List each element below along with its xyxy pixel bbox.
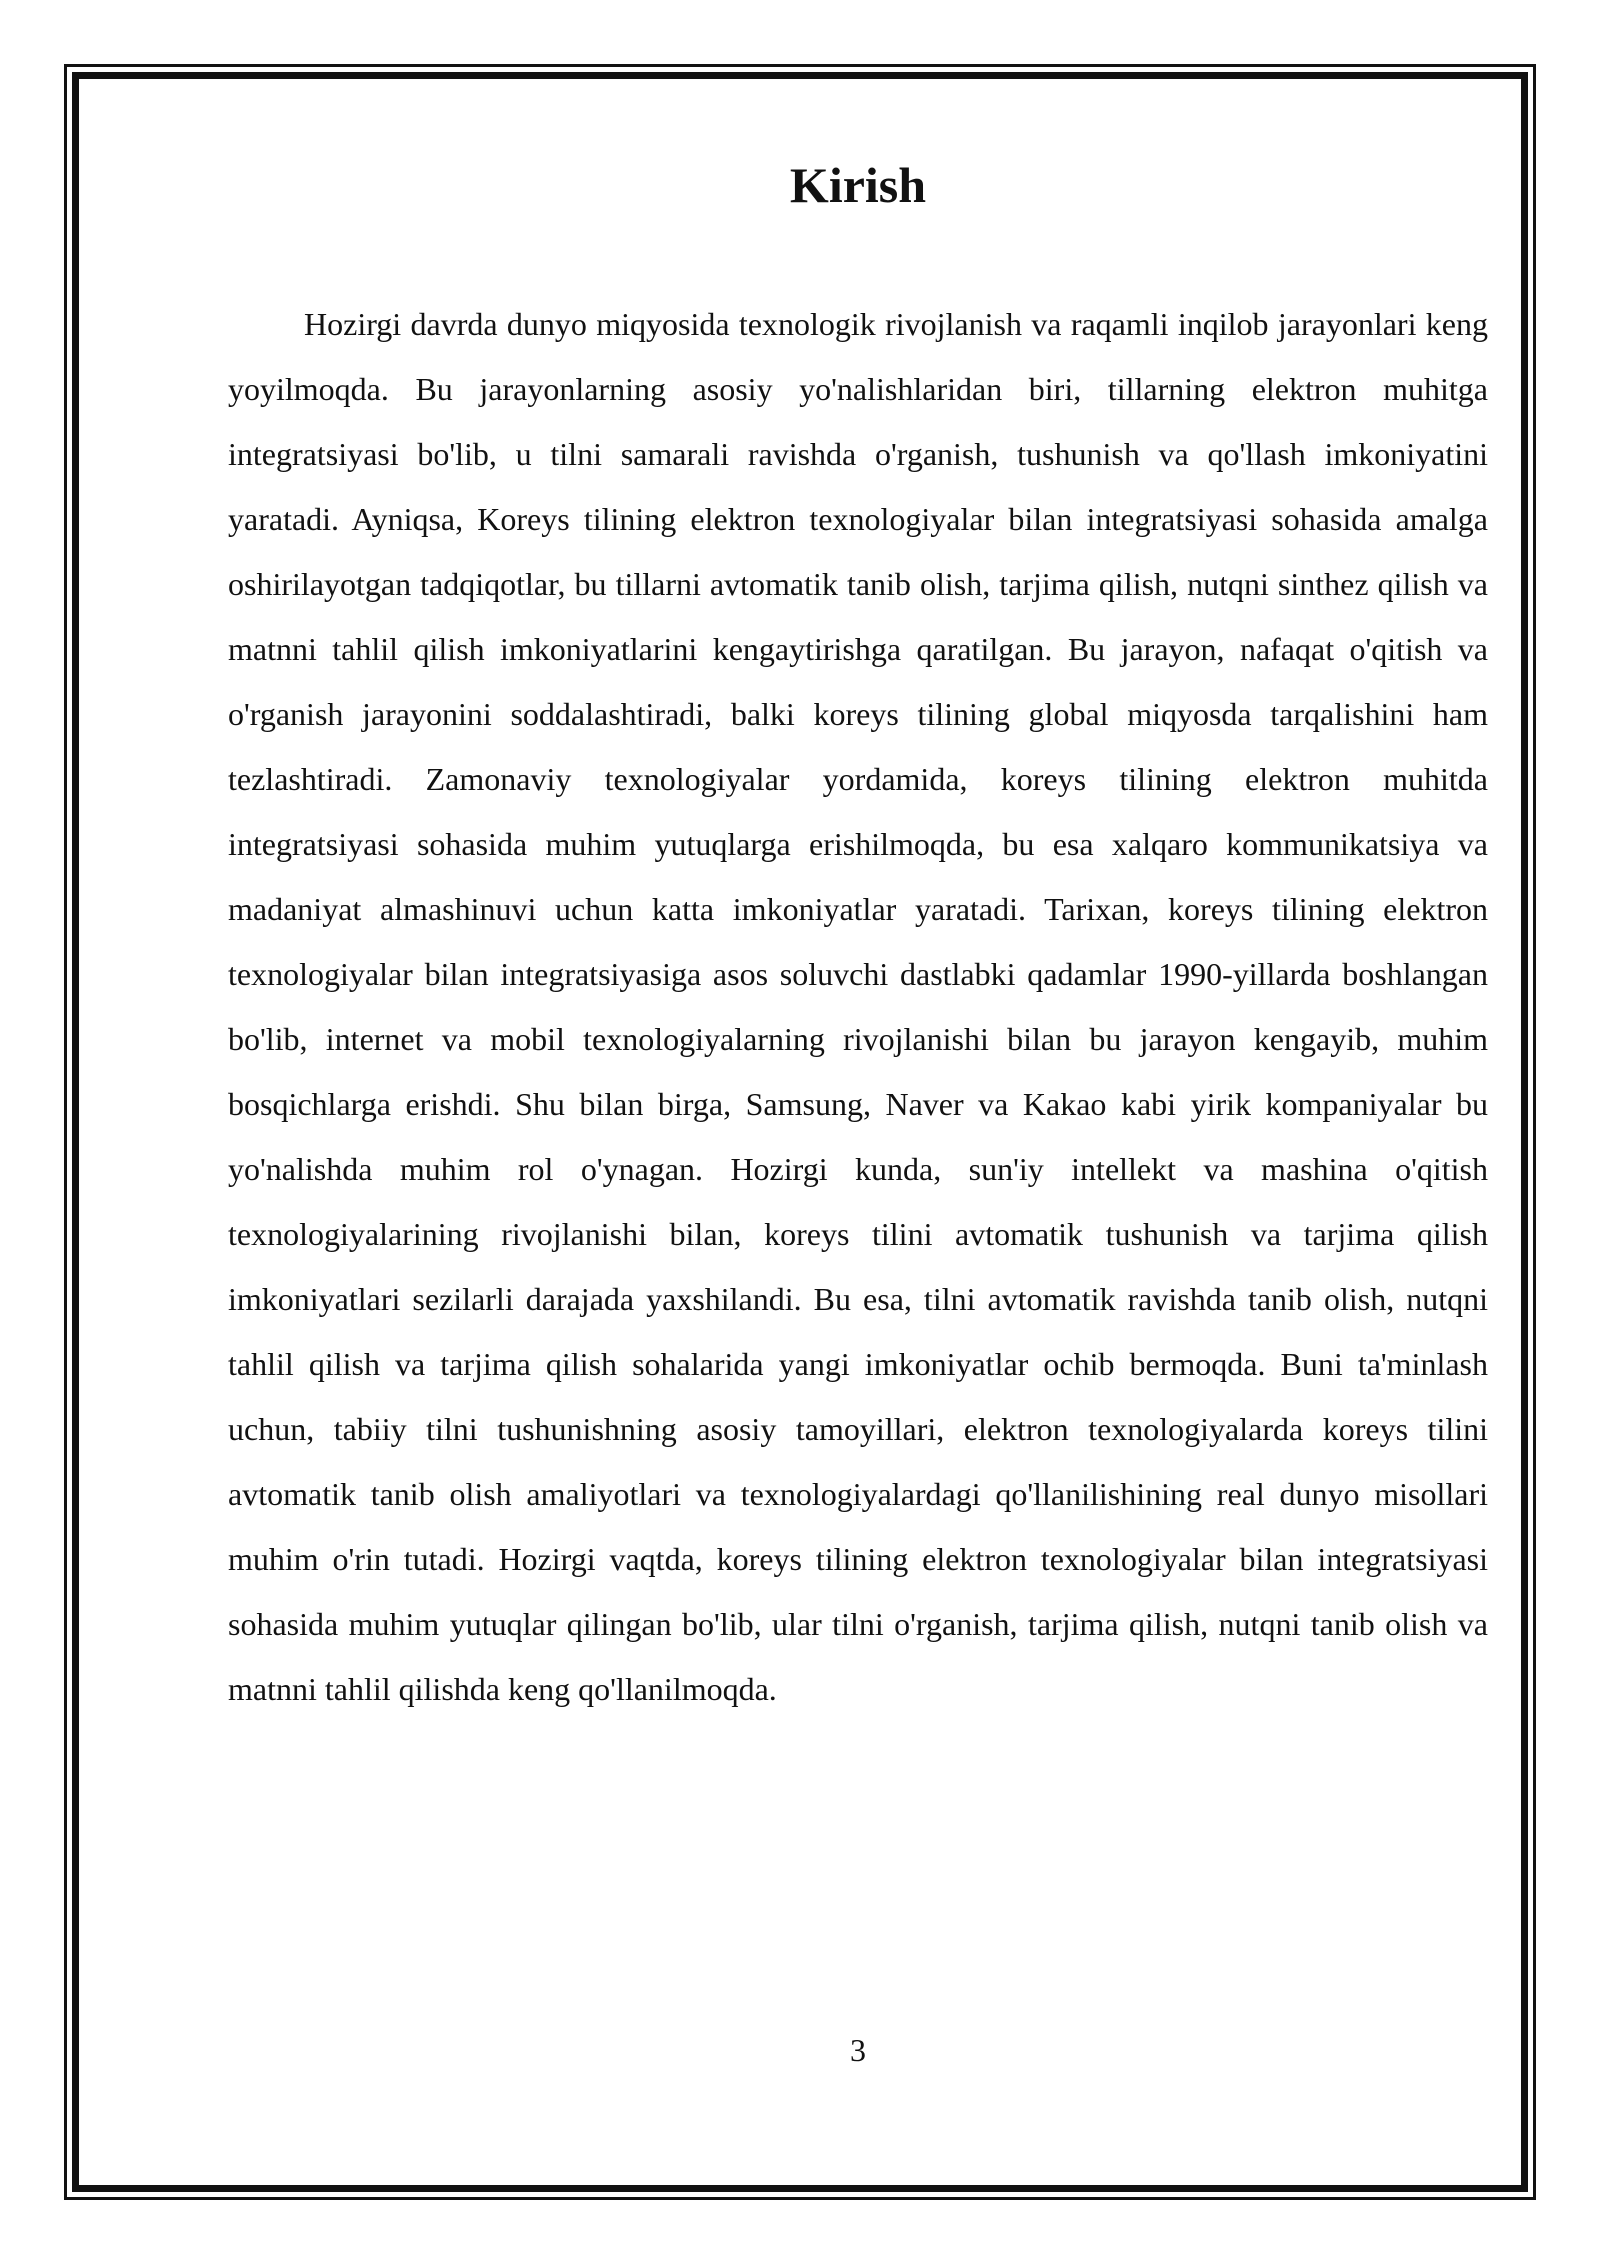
page-number: 3 — [850, 2032, 866, 2068]
section-title: Kirish — [789, 157, 927, 213]
body-paragraph: Hozirgi davrda dunyo miqyosida texnologik rivojlanish va raqamli inqilob jarayonlari keng yoyilmoqda. Bu jarayonlarning asosiy yo'nalishlaridan biri, tillarning elektron muhitga integratsiyasi bo'lib, u tilni samarali ravishda o'rganish, tushunish va qo'llash imkoniyatini yaratadi. Ayniqsa, Koreys tilining elektron texnologiyalar bilan integratsiyasi sohasida amalga oshirilayotgan tadqiqotlar, bu tillarni avtomatik tanib olish, tarjima qilish, nutqni sinthez qilish va matnni tahlil qilish imkoniyatlarini kengaytirishga qaratilgan. Bu jarayon, nafaqat o'qitish va o'rganish jarayonini soddalashtiradi, balki koreys tilining global miqyosda tarqalishini ham tezlashtiradi. Zamonaviy texnologiyalar yordamida, koreys tilining elektron muhitda integratsiyasi sohasida muhim yutuqlarga erishilmoqda, bu esa xalqaro kommunikatsiya va madaniyat almashinuvi uchun katta imkoniyatlar yaratadi. Tarixan, koreys tilining elektron texnologiyalar bilan integratsiyasiga asos soluvchi dastlabki qadamlar 1990-yillarda boshlangan bo'lib, internet va mobil texnologiyalarning rivojlanishi bilan bu jarayon kengayib, muhim bosqichlarga erishdi. Shu bilan birga, Samsung, Naver va Kakao kabi yirik kompaniyalar bu yo'nalishda muhim rol o'ynagan. Hozirgi kunda, sun'iy intellekt va mashina o'qitish texnologiyalarining rivojlanishi bilan, koreys tilini avtomatik tushunish va tarjima qilish imkoniyatlari sezilarli darajada yaxshilandi. Bu esa, tilni avtomatik ravishda tanib olish, nutqni tahlil qilish va tarjima qilish sohalarida yangi imkoniyatlar ochib bermoqda. Buni ta'minlash uchun, tabiiy tilni tushunishning asosiy tamoyillari, elektron texnologiyalarda koreys tilini avtomatik tanib olish amaliyotlari va texnologiyalardagi qo'llanilishining real dunyo misollari muhim o'rin tutadi. Hozirgi vaqtda, koreys tilining elektron texnologiyalar bilan integratsiyasi sohasida muhim yutuqlar qilingan bo'lib, ular tilni o'rganish, tarjima qilish, nutqni tanib olish va matnni tahlil qilishda keng qo'llanilmoqda. — [228, 306, 1488, 1707]
